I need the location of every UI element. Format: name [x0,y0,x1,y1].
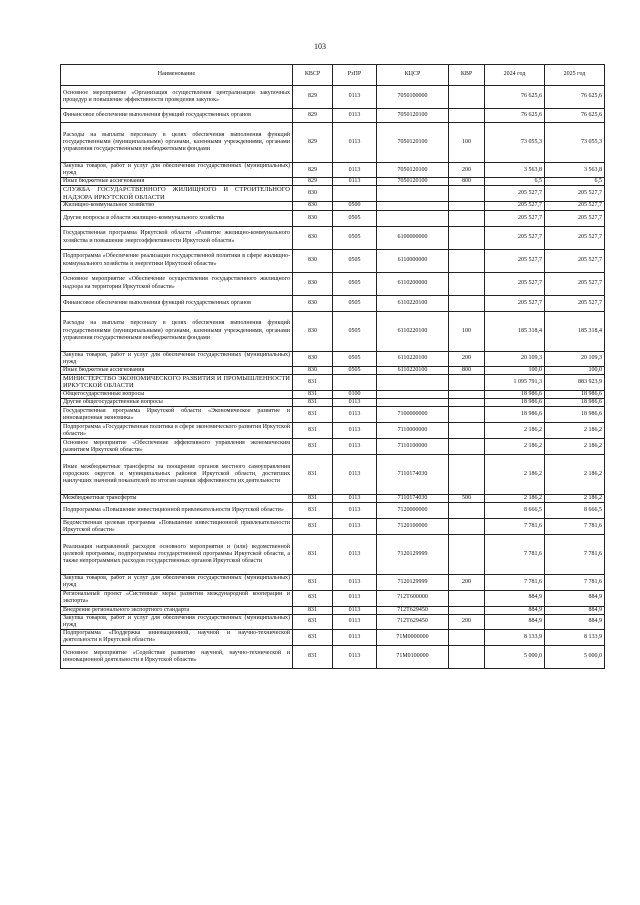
cell-kcsr [377,210,449,226]
cell-kvsr: 831 [293,614,333,629]
cell-rzpr: 0113 [333,575,377,590]
cell-kcsr: 7050120100 [377,123,449,163]
cell-kvr [449,535,485,575]
cell-2024: 76 625,6 [485,109,545,123]
table-row [61,163,605,178]
header-2024: 2024 год [485,65,545,86]
cell-kvr [449,210,485,226]
cell-kvr [449,590,485,606]
cell-kvr [449,519,485,535]
cell-kcsr [377,399,449,407]
cell-rzpr: 0500 [333,202,377,210]
cell-rzpr [333,374,377,390]
cell-2025: 205 527,7 [545,210,605,226]
cell-rzpr: 0505 [333,226,377,249]
cell-2024: 7 781,6 [485,519,545,535]
cell-kvsr: 831 [293,399,333,407]
header-rzpr: РзПР [333,65,377,86]
table-row [61,399,605,407]
cell-kvsr: 831 [293,374,333,390]
cell-2025: 883 923,9 [545,374,605,390]
table-row [61,210,605,226]
cell-kvr [449,455,485,495]
table-row [61,391,605,399]
cell-2024: 8 666,5 [485,503,545,519]
cell-2024: 2 186,2 [485,439,545,455]
cell-2025: 5 000,0 [545,645,605,668]
cell-2025: 884,9 [545,606,605,614]
cell-2024: 76 625,6 [485,86,545,109]
cell-kcsr: 7100000000 [377,407,449,423]
cell-rzpr: 0113 [333,439,377,455]
table-row [61,645,605,668]
cell-kcsr [377,186,449,202]
cell-kcsr: 7120129999 [377,575,449,590]
cell-2025: 2 186,2 [545,439,605,455]
cell-kvr [449,186,485,202]
cell-2025: 7 781,6 [545,535,605,575]
cell-kcsr: 712T629450 [377,606,449,614]
cell-2024: 7 781,6 [485,535,545,575]
table-row [61,86,605,109]
cell-2024: 5 000,0 [485,645,545,668]
cell-2024: 20 109,3 [485,351,545,366]
cell-name: Подпрограмма «Обеспечение реализации государственной политики в сфере жилищно-коммунального хозяйства и энергетики Иркутской области» [61,249,293,272]
cell-2024: 7 781,6 [485,575,545,590]
cell-kvr: 500 [449,495,485,503]
cell-rzpr: 0505 [333,311,377,351]
header-kcsr: КЦСР [377,65,449,86]
table-row [61,575,605,590]
cell-kvsr: 831 [293,519,333,535]
cell-2025: 205 527,7 [545,295,605,311]
cell-kcsr: 7050120100 [377,163,449,178]
cell-2024: 2 186,2 [485,495,545,503]
cell-kvr: 800 [449,366,485,374]
header-2025: 2025 год [545,65,605,86]
cell-kvsr: 831 [293,407,333,423]
cell-2025: 205 527,7 [545,272,605,295]
table-row [61,226,605,249]
cell-2024: 6,5 [485,178,545,186]
cell-rzpr: 0113 [333,423,377,439]
cell-kvr: 200 [449,614,485,629]
cell-name: Финансовое обеспечение выполнения функций государственных органов [61,109,293,123]
cell-rzpr: 0113 [333,535,377,575]
cell-kcsr: 71M0000000 [377,629,449,645]
cell-kcsr: 7110000000 [377,423,449,439]
cell-kvr [449,374,485,390]
cell-2025: 185 318,4 [545,311,605,351]
cell-rzpr: 0505 [333,351,377,366]
cell-rzpr: 0505 [333,366,377,374]
cell-rzpr: 0113 [333,614,377,629]
cell-name: Закупка товаров, работ и услуг для обеспечения государственных (муниципальных) нужд [61,575,293,590]
cell-name: Общегосударственные вопросы [61,391,293,399]
cell-kvsr: 829 [293,109,333,123]
cell-2025: 205 527,7 [545,249,605,272]
cell-kvr [449,645,485,668]
header-name: Наименование [61,65,293,86]
cell-rzpr: 0113 [333,519,377,535]
cell-kcsr: 7050120100 [377,109,449,123]
cell-rzpr: 0113 [333,178,377,186]
cell-kcsr: 712T629450 [377,614,449,629]
table-row [61,109,605,123]
table-row [61,178,605,186]
cell-2025: 7 781,6 [545,519,605,535]
cell-2024: 2 186,2 [485,455,545,495]
cell-2024: 100,0 [485,366,545,374]
cell-2024: 73 055,3 [485,123,545,163]
cell-kvr [449,202,485,210]
cell-kvsr: 830 [293,226,333,249]
cell-2024: 185 318,4 [485,311,545,351]
cell-name: МИНИСТЕРСТВО ЭКОНОМИЧЕСКОГО РАЗВИТИЯ И ПРОМЫШЛЕННОСТИ ИРКУТСКОЙ ОБЛАСТИ [61,374,293,390]
cell-rzpr: 0505 [333,210,377,226]
table-row [61,495,605,503]
table-row [61,123,605,163]
cell-2025: 73 055,3 [545,123,605,163]
table-row [61,629,605,645]
cell-name: Расходы на выплаты персоналу в целях обеспечения выполнения функций государственными (муниципальными) органами, казенными учреждениями, органами управления государственными внебюджетными фондами [61,123,293,163]
cell-name: Внедрение регионального экспортного стандарта [61,606,293,614]
cell-2025: 6,5 [545,178,605,186]
cell-2025: 2 186,2 [545,455,605,495]
table-row [61,351,605,366]
cell-kvr [449,226,485,249]
table-row [61,186,605,202]
cell-2024: 205 527,7 [485,226,545,249]
cell-2024: 1 095 791,3 [485,374,545,390]
cell-kvsr: 831 [293,535,333,575]
cell-2025: 7 781,6 [545,575,605,590]
cell-name: Межбюджетные трансферты [61,495,293,503]
cell-2024: 205 527,7 [485,249,545,272]
cell-kcsr: 7050120100 [377,178,449,186]
cell-2024: 2 186,2 [485,423,545,439]
cell-kvr: 800 [449,178,485,186]
cell-kvr: 200 [449,163,485,178]
cell-kcsr: 6110220100 [377,351,449,366]
cell-kcsr: 7120100000 [377,519,449,535]
cell-2025: 76 625,6 [545,109,605,123]
cell-kvsr: 830 [293,186,333,202]
cell-2025: 18 986,6 [545,391,605,399]
cell-rzpr: 0100 [333,391,377,399]
cell-2025: 884,9 [545,590,605,606]
cell-rzpr: 0113 [333,163,377,178]
cell-2024: 18 986,6 [485,407,545,423]
cell-kvr [449,249,485,272]
cell-rzpr: 0113 [333,645,377,668]
cell-kvr [449,503,485,519]
cell-kvsr: 830 [293,366,333,374]
cell-kvsr: 831 [293,629,333,645]
cell-2025: 884,9 [545,614,605,629]
cell-name: Иные бюджетные ассигнования [61,366,293,374]
cell-rzpr: 0113 [333,606,377,614]
table-row [61,439,605,455]
cell-kvr: 200 [449,351,485,366]
cell-name: Основное мероприятие «Организация осуществления централизации закупочных процедур и повышение эффективности проведения закупок» [61,86,293,109]
cell-kcsr: 6110220100 [377,311,449,351]
cell-2024: 8 133,9 [485,629,545,645]
cell-name: Финансовое обеспечение выполнения функций государственных органов [61,295,293,311]
cell-2025: 205 527,7 [545,202,605,210]
cell-name: Подпрограмма «Поддержка инновационной, научной и научно-технической деятельности в Иркутской области» [61,629,293,645]
cell-rzpr: 0113 [333,455,377,495]
cell-kvsr: 831 [293,439,333,455]
cell-name: Реализация направлений расходов основного мероприятия и (или) ведомственной целевой программы, подпрограммы государственной программы Иркутской области, а также непрограммных расходов государственных органов Иркутской области [61,535,293,575]
table-row [61,423,605,439]
cell-kvsr: 829 [293,86,333,109]
cell-kcsr: 712T600000 [377,590,449,606]
table-row [61,519,605,535]
cell-kcsr: 7120129999 [377,535,449,575]
cell-kvr [449,439,485,455]
cell-kvr [449,423,485,439]
cell-2025: 18 986,6 [545,399,605,407]
cell-kcsr [377,374,449,390]
cell-name: Региональный проект «Системные меры развития международной кооперации и экспорта» [61,590,293,606]
table-row [61,366,605,374]
cell-kvsr: 830 [293,295,333,311]
table-row [61,614,605,629]
cell-kcsr: 6110000000 [377,249,449,272]
cell-2025: 3 563,8 [545,163,605,178]
cell-2024: 205 527,7 [485,295,545,311]
table-row [61,311,605,351]
cell-name: Закупка товаров, работ и услуг для обеспечения государственных (муниципальных) нужд [61,614,293,629]
cell-rzpr: 0113 [333,407,377,423]
cell-kvr [449,272,485,295]
cell-rzpr: 0113 [333,495,377,503]
cell-kvr: 100 [449,123,485,163]
cell-kvr [449,109,485,123]
cell-rzpr: 0113 [333,123,377,163]
cell-2024: 18 986,6 [485,391,545,399]
cell-2024: 884,9 [485,590,545,606]
cell-2025: 76 625,6 [545,86,605,109]
cell-2025: 8 133,9 [545,629,605,645]
cell-kcsr: 7110100000 [377,439,449,455]
cell-name: Государственная программа Иркутской области «Экономическое развитие и инновационная экономика» [61,407,293,423]
cell-rzpr [333,186,377,202]
cell-kvsr: 830 [293,351,333,366]
cell-kvr [449,86,485,109]
cell-2024: 205 527,7 [485,186,545,202]
cell-2025: 205 527,7 [545,186,605,202]
cell-kvsr: 830 [293,202,333,210]
cell-name: Иные межбюджетные трансферты на поощрение органов местного самоуправления городских округов и муниципальных районов Иркутской области, достигших наилучших значений показателей по итогам оценки эффективности их деятельности [61,455,293,495]
cell-2024: 205 527,7 [485,210,545,226]
cell-kcsr: 7120000000 [377,503,449,519]
table-header-row [61,65,605,86]
cell-2025: 20 109,3 [545,351,605,366]
cell-kvr [449,295,485,311]
cell-kvr [449,391,485,399]
cell-2024: 884,9 [485,614,545,629]
table-row [61,249,605,272]
cell-name: Закупка товаров, работ и услуг для обеспечения государственных (муниципальных) нужд [61,351,293,366]
cell-2024: 3 563,8 [485,163,545,178]
cell-kcsr: 71M0100000 [377,645,449,668]
cell-name: Расходы на выплаты персоналу в целях обеспечения выполнения функций государственными (муниципальными) органами, казенными учреждениями, органами управления государственными внебюджетными фондами [61,311,293,351]
cell-kvsr: 831 [293,575,333,590]
cell-name: Ведомственная целевая программа «Повышение инвестиционной привлекательности Иркутской области» [61,519,293,535]
cell-2025: 205 527,7 [545,226,605,249]
cell-kvsr: 831 [293,590,333,606]
cell-kcsr: 6100000000 [377,226,449,249]
cell-name: Подпрограмма «Повышение инвестиционной привлекательности Иркутской области» [61,503,293,519]
table-row [61,503,605,519]
table-row [61,407,605,423]
cell-rzpr: 0113 [333,399,377,407]
cell-kvr [449,629,485,645]
table-row [61,272,605,295]
table-row [61,590,605,606]
cell-2025: 2 186,2 [545,495,605,503]
cell-kcsr: 7050100000 [377,86,449,109]
table-row [61,295,605,311]
cell-kvsr: 830 [293,249,333,272]
cell-2025: 2 186,2 [545,423,605,439]
cell-rzpr: 0505 [333,272,377,295]
cell-2024: 884,9 [485,606,545,614]
cell-name: Закупка товаров, работ и услуг для обеспечения государственных (муниципальных) нужд [61,163,293,178]
cell-rzpr: 0113 [333,109,377,123]
cell-2025: 8 666,5 [545,503,605,519]
cell-kvsr: 831 [293,503,333,519]
cell-rzpr: 0505 [333,249,377,272]
header-kvr: КВР [449,65,485,86]
cell-2024: 18 986,6 [485,399,545,407]
cell-kvsr: 830 [293,311,333,351]
cell-kvsr: 829 [293,123,333,163]
table-row [61,455,605,495]
cell-name: Основное мероприятие «Содействие развитию научной, научно-технической и инновационной деятельности в Иркутской области» [61,645,293,668]
cell-kvsr: 831 [293,645,333,668]
cell-name: Другие вопросы в области жилищно-коммунального хозяйства [61,210,293,226]
cell-kcsr: 6110220100 [377,295,449,311]
cell-kvsr: 829 [293,163,333,178]
cell-rzpr: 0505 [333,295,377,311]
header-kvsr: КВСР [293,65,333,86]
cell-kcsr: 6110220100 [377,366,449,374]
cell-kvr [449,606,485,614]
cell-kvr [449,399,485,407]
cell-name: Основное мероприятие «Обеспечение эффективного управления экономическим развитием Иркутской области» [61,439,293,455]
table-row [61,535,605,575]
cell-2025: 18 986,6 [545,407,605,423]
cell-kvsr: 831 [293,495,333,503]
cell-name: Государственная программа Иркутской области «Развитие жилищно-коммунального хозяйства и повышение энергоэффективности Иркутской области» [61,226,293,249]
cell-name: Подпрограмма «Государственная политика в сфере экономического развития Иркутской области» [61,423,293,439]
cell-kcsr: 7110174030 [377,455,449,495]
cell-kvr: 100 [449,311,485,351]
cell-kvsr: 831 [293,455,333,495]
table-row [61,202,605,210]
cell-kvr [449,407,485,423]
cell-rzpr: 0113 [333,590,377,606]
cell-kcsr: 6110200000 [377,272,449,295]
cell-kvsr: 831 [293,423,333,439]
cell-name: Иные бюджетные ассигнования [61,178,293,186]
cell-name: Другие общегосударственные вопросы [61,399,293,407]
table-row [61,606,605,614]
table-row [61,374,605,390]
cell-rzpr: 0113 [333,503,377,519]
cell-kvsr: 831 [293,391,333,399]
cell-kcsr [377,391,449,399]
cell-kvsr: 830 [293,210,333,226]
cell-name: СЛУЖБА ГОСУДАРСТВЕННОГО ЖИЛИЩНОГО И СТРОИТЕЛЬНОГО НАДЗОРА ИРКУТСКОЙ ОБЛАСТИ [61,186,293,202]
cell-kcsr [377,202,449,210]
page-number: 103 [314,42,326,51]
cell-kvsr: 831 [293,606,333,614]
cell-kvsr: 830 [293,272,333,295]
cell-name: Жилищно-коммунальное хозяйство [61,202,293,210]
cell-name: Основное мероприятие «Обеспечение осуществления государственного жилищного надзора на территории Иркутской области» [61,272,293,295]
cell-2024: 205 527,7 [485,272,545,295]
cell-2025: 100,0 [545,366,605,374]
cell-kvr: 200 [449,575,485,590]
budget-table [60,64,605,669]
cell-2024: 205 527,7 [485,202,545,210]
cell-rzpr: 0113 [333,629,377,645]
cell-kcsr: 7110174030 [377,495,449,503]
cell-rzpr: 0113 [333,86,377,109]
cell-kvsr: 829 [293,178,333,186]
